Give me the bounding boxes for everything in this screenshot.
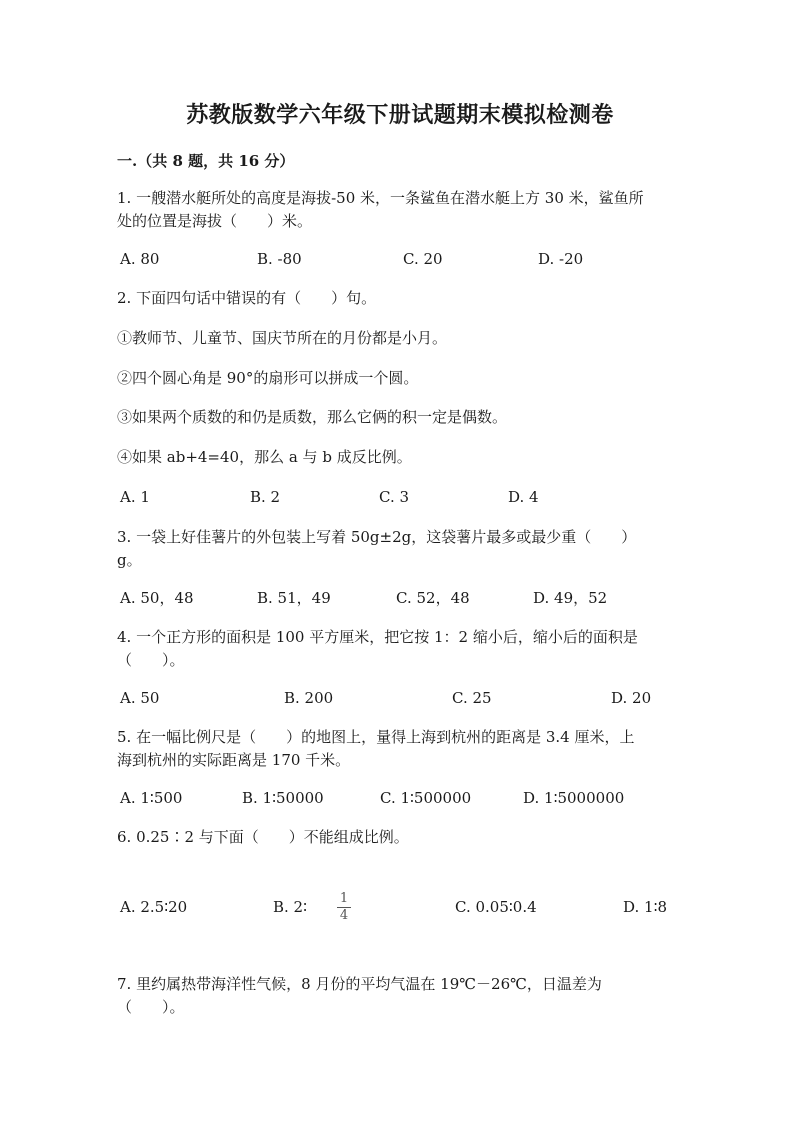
q3-text-line2: g。 — [117, 551, 142, 569]
q1-option-c: C. 20 — [403, 250, 443, 268]
q5-option-c: C. 1∶500000 — [380, 789, 472, 807]
q3-option-c: C. 52，48 — [396, 589, 470, 607]
q6-option-a: A. 2.5∶20 — [120, 898, 188, 916]
q5-option-a: A. 1∶500 — [120, 789, 183, 807]
q6-option-b: B. 2∶ — [273, 898, 308, 916]
q7-text-line1: 7. 里约属热带海洋性气候，8 月份的平均气温在 19℃－26℃，日温差为 — [117, 975, 602, 993]
q6-text-line1: 6. 0.25∶2 与下面（ ）不能组成比例。 — [117, 828, 409, 846]
q7-text-line2: （ ）。 — [117, 998, 185, 1016]
q4-text-line1: 4. 一个正方形的面积是 100 平方厘米，把它按 1：2 缩小后，缩小后的面积是 — [117, 628, 638, 646]
q3-text-line1: 3. 一袋上好佳薯片的外包装上写着 50g±2g，这袋薯片最多或最少重（ ） — [117, 528, 637, 546]
q6-option-c: C. 0.05∶0.4 — [455, 898, 537, 916]
q2-statement-1: ①教师节、儿童节、国庆节所在的月份都是小月。 — [117, 329, 448, 347]
q2-text-line1: 2. 下面四句话中错误的有（ ）句。 — [117, 289, 377, 307]
q4-option-a: A. 50 — [120, 689, 160, 707]
q3-option-b: B. 51，49 — [257, 589, 331, 607]
q1-text-line1: 1. 一艘潜水艇所处的高度是海拔-50 米，一条鲨鱼在潜水艇上方 30 米，鲨鱼所 — [117, 189, 644, 207]
q1-option-d: D. -20 — [538, 250, 584, 268]
q2-option-d: D. 4 — [508, 488, 539, 506]
q1-text-line2: 处的位置是海拔（ ）米。 — [117, 212, 313, 230]
q2-option-c: C. 3 — [379, 488, 410, 506]
q1-option-a: A. 80 — [120, 250, 160, 268]
q4-option-b: B. 200 — [284, 689, 334, 707]
page-title: 苏教版数学六年级下册试题期末模拟检测卷 — [186, 102, 614, 128]
q2-statement-4: ④如果 ab+4=40，那么 a 与 b 成反比例。 — [117, 448, 412, 466]
section-heading: 一.（共 8 题，共 16 分） — [117, 152, 295, 170]
q5-option-b: B. 1∶50000 — [242, 789, 324, 807]
q5-option-d: D. 1∶5000000 — [523, 789, 625, 807]
fraction-numerator: 1 — [339, 891, 349, 906]
q3-option-d: D. 49，52 — [533, 589, 608, 607]
q5-text-line1: 5. 在一幅比例尺是（ ）的地图上，量得上海到杭州的距离是 3.4 厘米，上 — [117, 728, 635, 746]
q2-statement-3: ③如果两个质数的和仍是质数，那么它俩的积一定是偶数。 — [117, 408, 508, 426]
q2-option-a: A. 1 — [120, 488, 150, 506]
q3-option-a: A. 50，48 — [120, 589, 194, 607]
q6-option-b-fraction — [337, 892, 351, 923]
q2-statement-2: ②四个圆心角是 90°的扇形可以拼成一个圆。 — [117, 369, 419, 387]
q4-option-d: D. 20 — [611, 689, 652, 707]
q4-option-c: C. 25 — [452, 689, 492, 707]
q2-option-b: B. 2 — [250, 488, 281, 506]
q4-text-line2: （ ）。 — [117, 651, 185, 669]
q1-option-b: B. -80 — [257, 250, 302, 268]
q6-option-d: D. 1∶8 — [623, 898, 668, 916]
q5-text-line2: 海到杭州的实际距离是 170 千米。 — [117, 751, 351, 769]
fraction-denominator: 4 — [339, 908, 349, 923]
